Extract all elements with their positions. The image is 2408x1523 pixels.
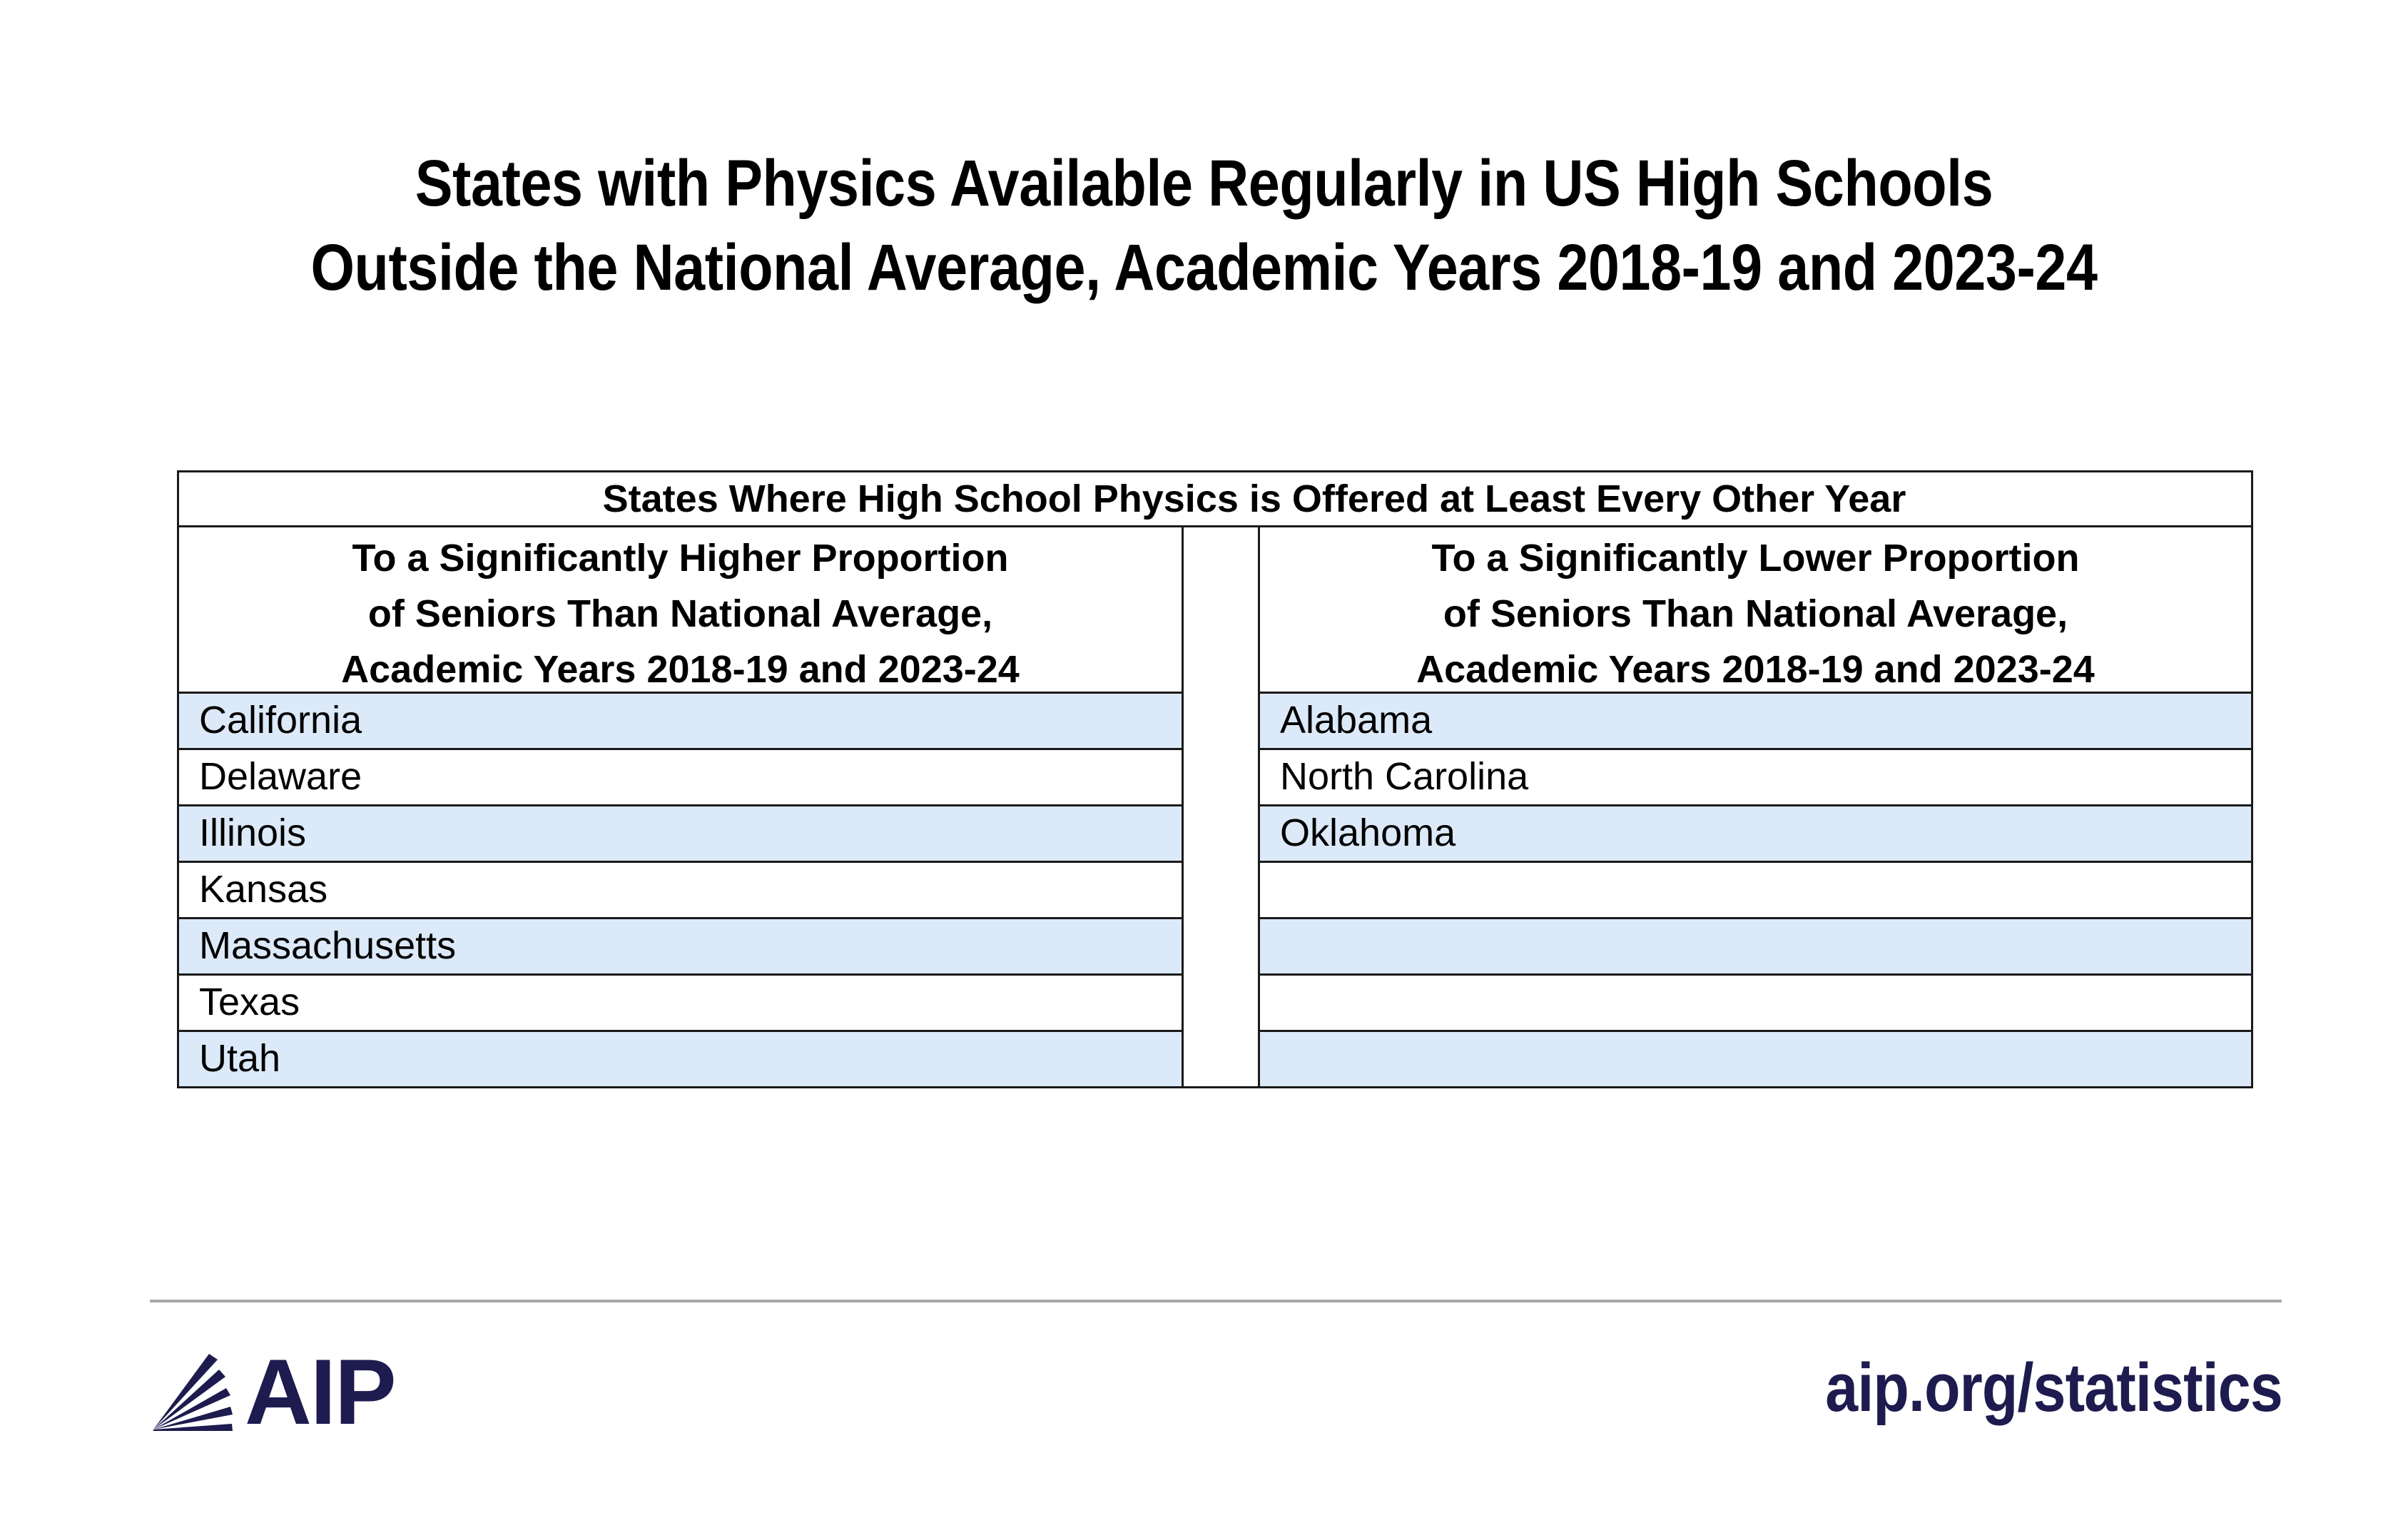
right-column-header xyxy=(1258,525,2253,694)
table-row-higher: Utah xyxy=(177,1030,1184,1088)
table-banner: States Where High School Physics is Offered at Least Every Other Year xyxy=(177,470,2253,527)
table-row-lower: Oklahoma xyxy=(1258,804,2253,863)
column-spacer xyxy=(1182,525,1260,1088)
footer-divider xyxy=(150,1300,2282,1302)
table-row-lower xyxy=(1258,973,2253,1032)
table-row-lower: Alabama xyxy=(1258,692,2253,750)
left-header-line-3: Academic Years 2018-19 and 2023-24 xyxy=(341,648,1020,691)
aip-logo xyxy=(153,1340,395,1444)
table-row-higher: Massachusetts xyxy=(177,917,1184,976)
website-link[interactable]: aip.org/statistics xyxy=(1825,1350,2282,1426)
table-row-higher: Kansas xyxy=(177,861,1184,919)
table-row-higher: Illinois xyxy=(177,804,1184,863)
left-column-header xyxy=(177,525,1184,694)
page-title-line-2: Outside the National Average, Academic Years 2018-19 and 2023-24 xyxy=(310,231,2098,304)
states-table xyxy=(177,470,2253,1088)
aip-rays-icon xyxy=(153,1352,239,1431)
table-row-lower: North Carolina xyxy=(1258,748,2253,806)
aip-logo-text: AIP xyxy=(245,1340,395,1444)
table-row-higher: Delaware xyxy=(177,748,1184,806)
right-header-line-1: To a Significantly Lower Proportion xyxy=(1431,537,2080,580)
right-header-line-3: Academic Years 2018-19 and 2023-24 xyxy=(1416,648,2095,691)
table-row-higher: California xyxy=(177,692,1184,750)
table-row-lower xyxy=(1258,1030,2253,1088)
left-header-line-2: of Seniors Than National Average, xyxy=(367,592,993,635)
table-row-higher: Texas xyxy=(177,973,1184,1032)
table-row-lower xyxy=(1258,861,2253,919)
page-title-line-1: States with Physics Available Regularly in US High Schools xyxy=(415,147,1993,220)
left-header-line-1: To a Significantly Higher Proportion xyxy=(352,537,1009,580)
right-header-line-2: of Seniors Than National Average, xyxy=(1443,592,2068,635)
table-row-lower xyxy=(1258,917,2253,976)
